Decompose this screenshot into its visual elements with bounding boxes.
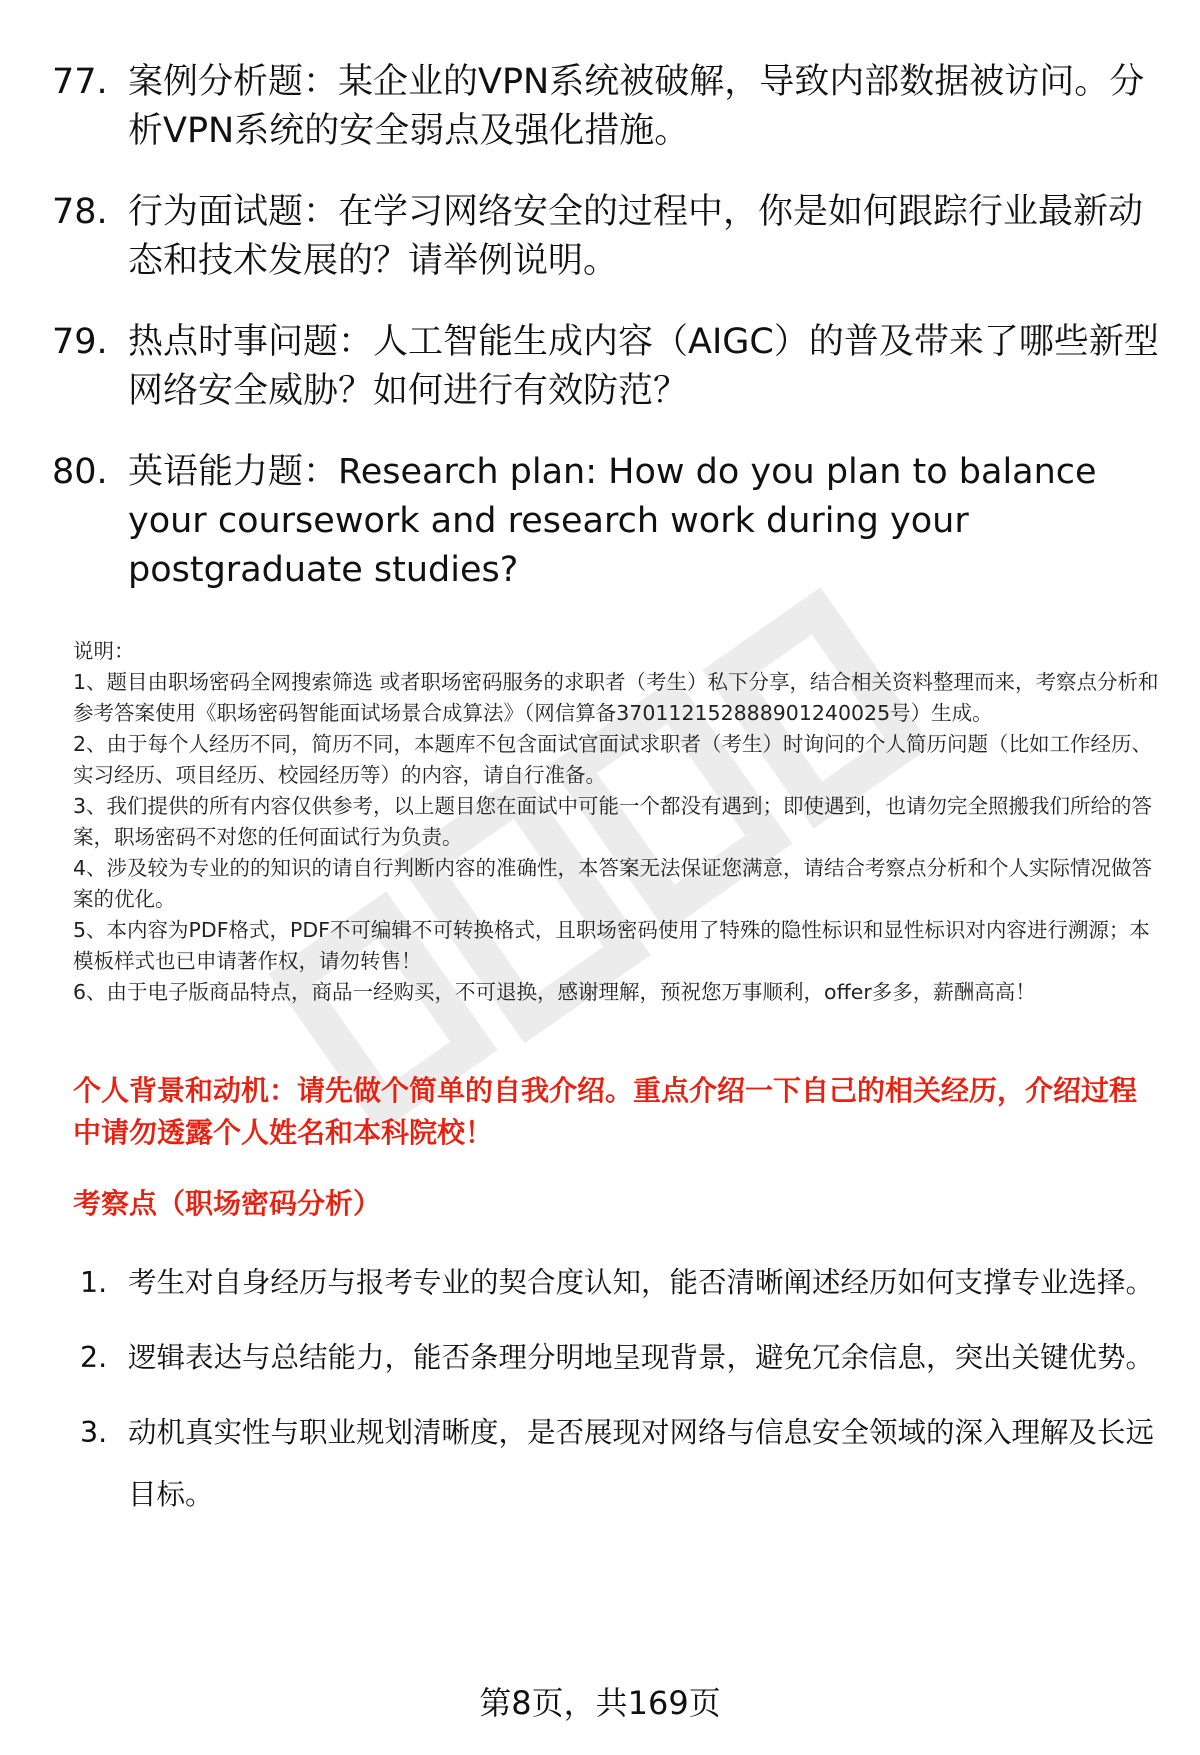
page-footer: 第8页，共169页 xyxy=(479,1684,721,1722)
note-item: 6、由于电子版商品特点，商品一经购买，不可退换，感谢理解，预祝您万事顺利，offer多多，薪酬高高！ xyxy=(73,980,1036,1004)
question-list xyxy=(52,58,1162,627)
section-heading: 个人背景和动机：请先做个简单的自我介绍。重点介绍一下自己的相关经历，介绍过程中请勿透露个人姓名和本科院校！ xyxy=(73,1074,1138,1149)
question-text: 案例分析题：某企业的VPN系统被破解，导致内部数据被访问。分析VPN系统的安全弱点及强化措施。 xyxy=(128,62,1145,151)
point-number: 2. xyxy=(80,1341,108,1374)
analysis-points xyxy=(80,1252,1165,1539)
notes-block xyxy=(73,636,1163,1008)
note-item: 3、我们提供的所有内容仅供参考，以上题目您在面试中可能一个都没有遇到；即使遇到，也请勿完全照搬我们所给的答案，职场密码不对您的任何面试行为负责。 xyxy=(73,794,1153,849)
point-number: 3. xyxy=(80,1416,108,1449)
notes-title: 说明： xyxy=(73,639,135,663)
analysis-point xyxy=(80,1327,1165,1389)
note-item: 4、涉及较为专业的的知识的请自行判断内容的准确性，本答案无法保证您满意，请结合考察点分析和个人实际情况做答案的优化。 xyxy=(73,856,1153,911)
point-text: 考生对自身经历与报考专业的契合度认知，能否清晰阐述经历如何支撑专业选择。 xyxy=(128,1266,1155,1299)
question-item xyxy=(52,188,1162,286)
question-item xyxy=(52,318,1162,416)
question-number: 77. xyxy=(52,62,108,102)
question-number: 78. xyxy=(52,192,108,232)
analysis-point xyxy=(80,1252,1165,1314)
point-text: 逻辑表达与总结能力，能否条理分明地呈现背景，避免冗余信息，突出关键优势。 xyxy=(128,1341,1155,1374)
analysis-point xyxy=(80,1402,1165,1526)
question-number: 80. xyxy=(52,452,108,492)
question-text: 行为面试题：在学习网络安全的过程中，你是如何跟踪行业最新动态和技术发展的？请举例说明。 xyxy=(128,192,1144,281)
note-item: 2、由于每个人经历不同，简历不同，本题库不包含面试官面试求职者（考生）时询问的个人简历问题（比如工作经历、实习经历、项目经历、校园经历等）的内容，请自行准备。 xyxy=(73,732,1153,787)
question-item xyxy=(52,58,1162,156)
question-text: 英语能力题：Research plan: How do you plan to balance your coursework and research work during your postgraduate studies? xyxy=(128,452,1097,590)
question-text: 热点时事问题：人工智能生成内容（AIGC）的普及带来了哪些新型网络安全威胁？如何进行有效防范？ xyxy=(128,322,1159,411)
question-number: 79. xyxy=(52,322,108,362)
note-item: 5、本内容为PDF格式，PDF不可编辑不可转换格式，且职场密码使用了特殊的隐性标识和显性标识对内容进行溯源；本模板样式也已申请著作权，请勿转售！ xyxy=(73,918,1150,973)
note-item: 1、题目由职场密码全网搜索筛选 或者职场密码服务的求职者（考生）私下分享，结合相关资料整理而来，考察点分析和参考答案使用《职场密码智能面试场景合成算法》（网信算备370112152888901240025号）生成。 xyxy=(73,670,1159,725)
point-text: 动机真实性与职业规划清晰度，是否展现对网络与信息安全领域的深入理解及长远目标。 xyxy=(128,1416,1155,1511)
question-item xyxy=(52,448,1162,595)
point-number: 1. xyxy=(80,1266,108,1299)
analysis-subheading: 考察点（职场密码分析） xyxy=(73,1187,382,1220)
